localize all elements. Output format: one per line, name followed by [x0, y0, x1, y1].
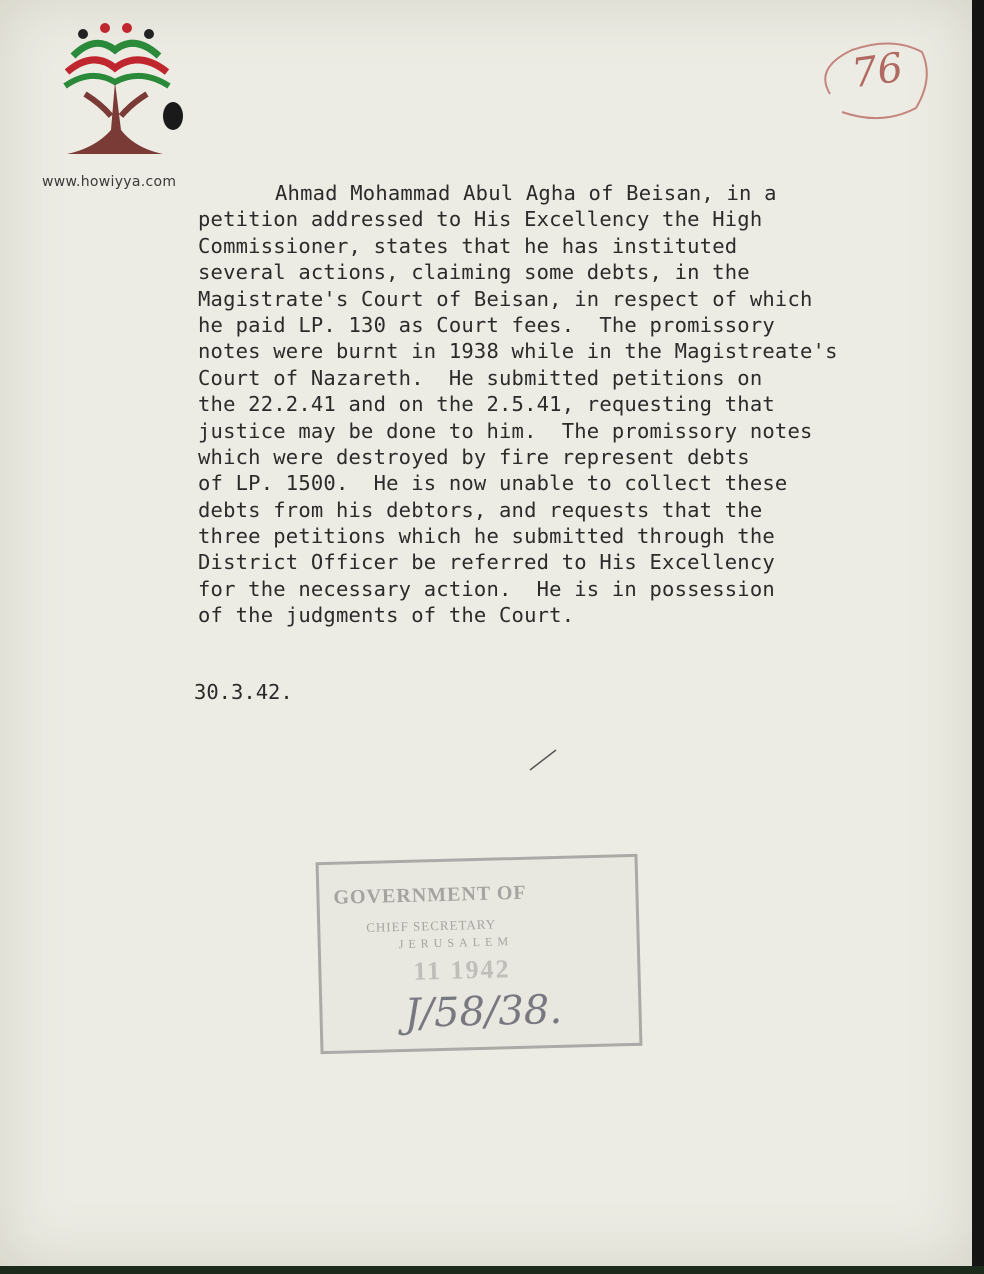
- stamp-line-2: CHIEF SECRETARY: [366, 916, 497, 935]
- text-line: several actions, claiming some debts, in the: [198, 260, 750, 285]
- scan-edge-right: [972, 0, 984, 1274]
- text-line: District Officer be referred to His Excellency: [198, 550, 775, 575]
- howiyya-logo-icon: [55, 20, 190, 170]
- watermark-url: www.howiyya.com: [42, 174, 177, 190]
- text-line: Court of Nazareth. He submitted petitions on: [198, 365, 763, 390]
- text-line: Ahmad Mohammad Abul Agha of Beisan, in a: [275, 181, 777, 205]
- text-line: Magistrate's Court of Beisan, in respect of which: [198, 286, 813, 311]
- scan-edge-bottom: [0, 1266, 984, 1274]
- text-line: debts from his debtors, and requests that the: [198, 497, 763, 522]
- text-line: Commissioner, states that he has instituted: [198, 233, 738, 258]
- stamp-file-reference: J/58/38.: [403, 986, 563, 1037]
- stamp-line-1: GOVERNMENT OF: [333, 881, 527, 909]
- text-line: three petitions which he submitted through the: [198, 524, 775, 549]
- petition-summary: [198, 180, 978, 629]
- text-line: of LP. 1500. He is now unable to collect these: [198, 471, 788, 496]
- text-line: justice may be done to him. The promissory notes: [198, 418, 813, 443]
- stamp-line-3: JERUSALEM: [398, 934, 514, 952]
- registry-stamp: [316, 854, 643, 1054]
- document-date: 30.3.42.: [194, 680, 293, 704]
- text-line: the 22.2.41 and on the 2.5.41, requesting that: [198, 392, 775, 417]
- stamp-date: 11 1942: [413, 954, 511, 986]
- text-line: he paid LP. 130 as Court fees. The promissory: [198, 312, 775, 337]
- text-line: of the judgments of the Court.: [198, 603, 575, 628]
- text-line: for the necessary action. He is in possession: [198, 576, 775, 601]
- text-line: which were destroyed by fire represent debts: [198, 444, 750, 469]
- text-line: petition addressed to His Excellency the High: [198, 207, 763, 232]
- pencil-tick-mark: [528, 748, 558, 772]
- folio-number: 76: [849, 44, 906, 98]
- text-line: notes were burnt in 1938 while in the Magistreate's: [198, 339, 838, 364]
